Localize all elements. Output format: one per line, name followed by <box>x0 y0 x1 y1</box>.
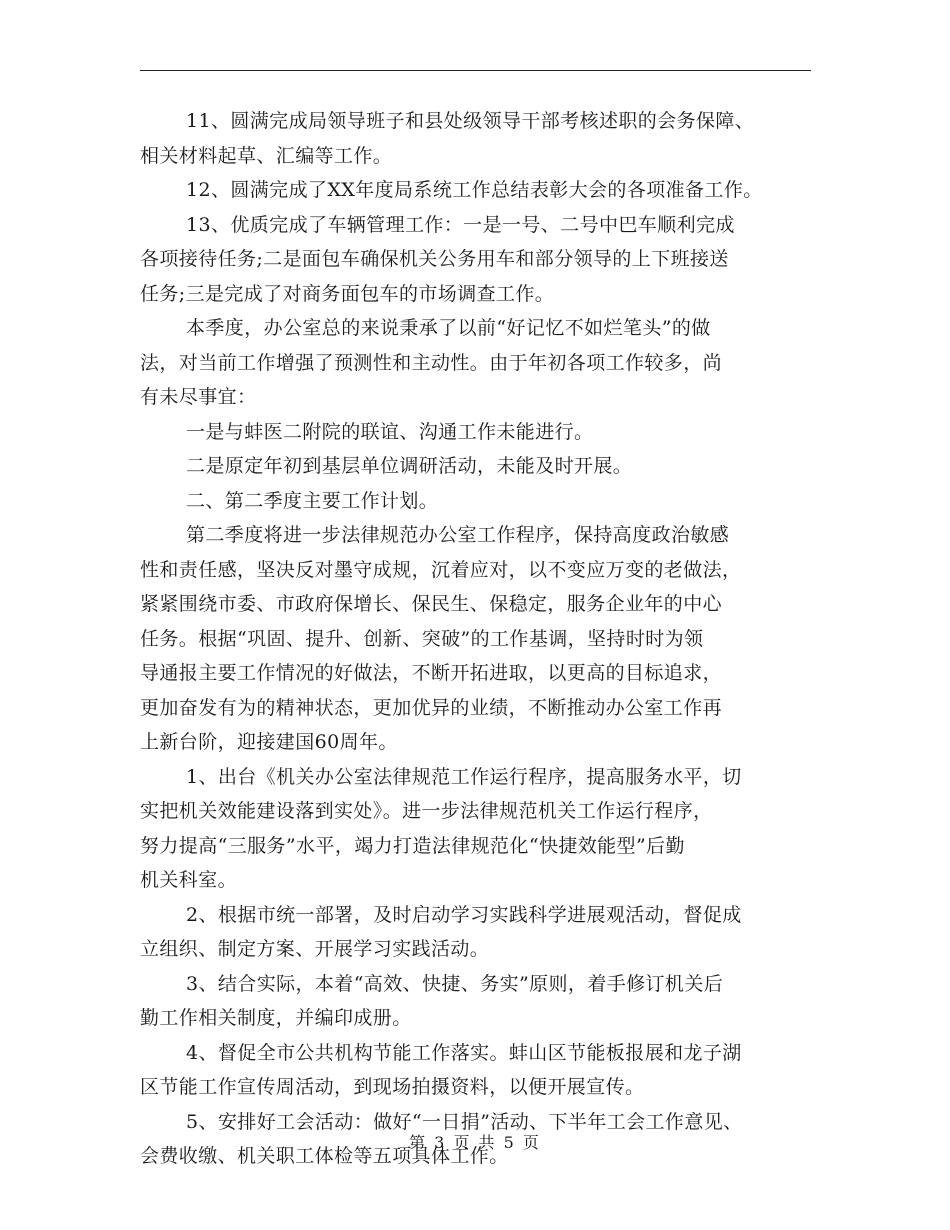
text-line: 4、督促全市公共机构节能工作落实。蚌山区节能板报展和龙子湖 <box>186 1041 742 1064</box>
header-rule <box>140 70 811 71</box>
text-line: 上新台阶，迎接建国60周年。 <box>140 731 398 753</box>
text-line: 1、出台《机关办公室法律规范工作运行程序，提高服务水平，切 <box>186 765 742 788</box>
text-line: 立组织、制定方案、开展学习实践活动。 <box>140 938 490 960</box>
text-line: 各项接待任务;二是面包车确保机关公务用车和部分领导的上下班接送 <box>140 248 729 270</box>
text-line: 12、圆满完成了XX年度局系统工作总结表彰大会的各项准备工作。 <box>186 179 763 201</box>
text-line: 任务;三是完成了对商务面包车的市场调查工作。 <box>140 282 555 305</box>
text-line: 性和责任感，坚决反对墨守成规，沉着应对，以不变应万变的老做法， <box>140 558 742 581</box>
text-line: 更加奋发有为的精神状态，更加优异的业绩，不断推动办公室工作再 <box>140 696 723 719</box>
text-line: 机关科室。 <box>140 869 238 891</box>
text-line: 二、第二季度主要工作计划。 <box>186 489 439 512</box>
text-line: 13、优质完成了车辆管理工作：一是一号、二号中巴车顺利完成 <box>186 213 735 236</box>
text-line: 勤工作相关制度，并编印成册。 <box>140 1007 412 1029</box>
text-line: 导通报主要工作情况的好做法，不断开拓进取，以更高的目标追求， <box>140 662 723 684</box>
text-line: 3、结合实际，本着“高效、快捷、务实”原则，着手修订机关后 <box>186 972 724 995</box>
text-line: 二是原定年初到基层单位调研活动，未能及时开展。 <box>186 455 633 477</box>
text-line: 5、安排好工会活动：做好“一日捐”活动、下半年工会工作意见、 <box>186 1110 743 1133</box>
page-footer: 第 3 页 共 5 页 <box>409 1133 541 1152</box>
text-line: 会费收缴、机关职工体检等五项具体工作。 <box>140 1145 509 1167</box>
text-line: 努力提高“三服务”水平，竭力打造法律规范化“快捷效能型”后勤 <box>140 834 685 857</box>
text-line: 2、根据市统一部署，及时启动学习实践科学进展观活动，督促成 <box>186 903 742 926</box>
text-line: 紧紧围绕市委、市政府保增长、保民生、保稳定，服务企业年的中心 <box>140 593 723 615</box>
text-line: 11、圆满完成局领导班子和县处级领导干部考核述职的会务保障、 <box>186 110 755 132</box>
document-body <box>140 104 825 1174</box>
text-line: 实把机关效能建设落到实处》。进一步法律规范机关工作运行程序， <box>140 800 713 822</box>
text-line: 相关材料起草、汇编等工作。 <box>140 144 393 167</box>
text-line: 第二季度将进一步法律规范办公室工作程序，保持高度政治敏感 <box>186 524 730 546</box>
text-line: 法，对当前工作增强了预测性和主动性。由于年初各项工作较多，尚 <box>140 351 723 374</box>
text-line: 本季度，办公室总的来说秉承了以前“好记忆不如烂笔头”的做 <box>186 317 711 339</box>
text-line: 有未尽事宜： <box>140 386 257 408</box>
text-line: 区节能工作宣传周活动，到现场拍摄资料，以便开展宣传。 <box>140 1076 645 1098</box>
text-line: 任务。根据“巩固、提升、创新、突破”的工作基调，坚持时时为领 <box>140 627 704 650</box>
text-line: 一是与蚌医二附院的联谊、沟通工作未能进行。 <box>186 420 594 443</box>
